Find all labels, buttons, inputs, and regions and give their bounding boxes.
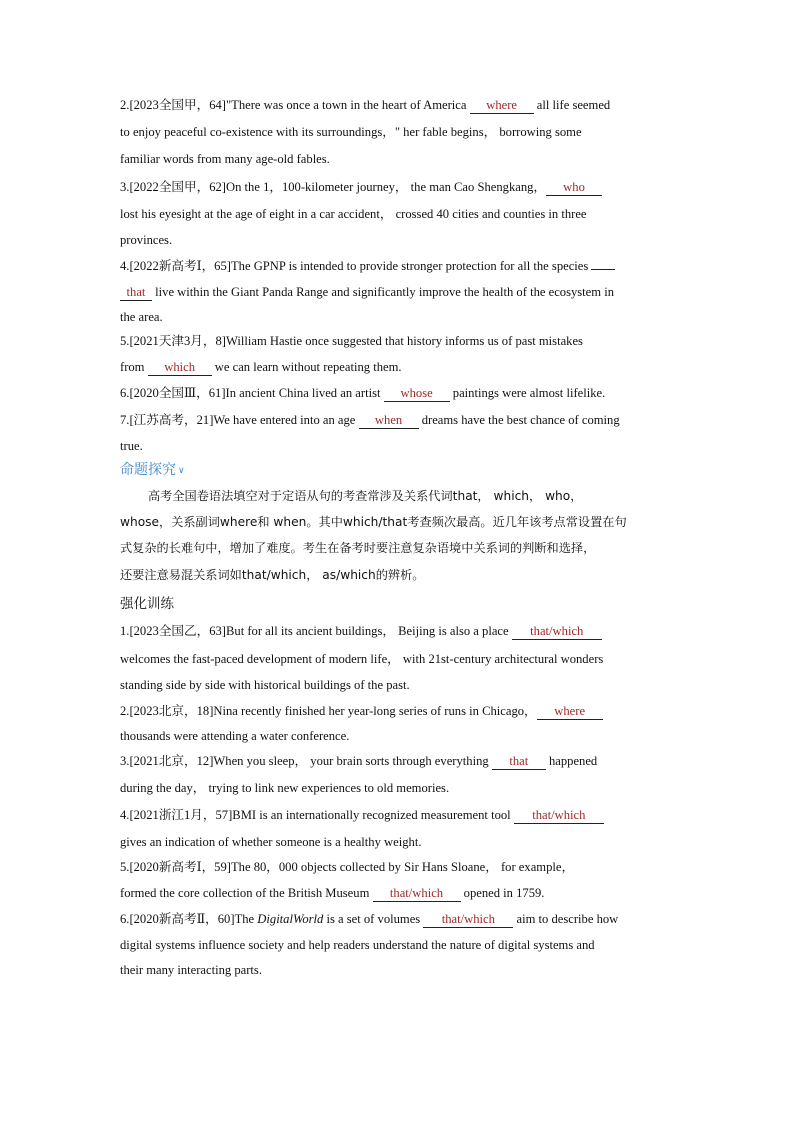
section-heading-practice: 强化训练 bbox=[120, 596, 174, 612]
chevron-down-icon: ∨ bbox=[178, 466, 185, 476]
question-source: 5.[2020新高考Ⅰ，59] bbox=[120, 860, 231, 874]
question-4-line-2: that live within the Giant Panda Range and significantly improve the health of the ecosystem in bbox=[120, 283, 614, 301]
practice-6-line-3: their many interacting parts. bbox=[120, 963, 262, 977]
question-source: 4.[2022新高考Ⅰ，65] bbox=[120, 259, 231, 273]
answer-blank: where bbox=[537, 704, 603, 720]
practice-1-line-1: 1.[2023全国乙，63]But for all its ancient buildings， Beijing is also a place that/which bbox=[120, 622, 602, 640]
question-2-line-3: familiar words from many age-old fables. bbox=[120, 152, 330, 166]
question-7-line-2: true. bbox=[120, 439, 143, 453]
practice-1-line-3: standing side by side with historical buildings of the past. bbox=[120, 678, 410, 692]
practice-5-line-1: 5.[2020新高考Ⅰ，59]The 80，000 objects collected by Sir Hans Sloane， for example， bbox=[120, 860, 575, 874]
question-3-line-2: lost his eyesight at the age of eight in a car accident， crossed 40 cities and counties in three bbox=[120, 207, 587, 221]
question-source: 5.[2021天津3月，8] bbox=[120, 334, 226, 348]
answer-blank: that/which bbox=[373, 886, 461, 902]
question-source: 3.[2022全国甲，62] bbox=[120, 180, 226, 194]
question-source: 6.[2020新高考Ⅱ，60] bbox=[120, 912, 235, 926]
question-source: 1.[2023全国乙，63] bbox=[120, 624, 226, 638]
question-4-line-3: the area. bbox=[120, 310, 163, 324]
question-4-line-1: 4.[2022新高考Ⅰ，65]The GPNP is intended to provide stronger protection for all the species bbox=[120, 257, 615, 275]
practice-6-line-2: digital systems influence society and help readers understand the nature of digital systems and bbox=[120, 938, 595, 952]
book-title: DigitalWorld bbox=[257, 912, 324, 926]
practice-4-line-1: 4.[2021浙江1月，57]BMI is an internationally recognized measurement tool that/which bbox=[120, 806, 604, 824]
section-heading-explore: 命题探究 ∨ bbox=[120, 462, 185, 478]
practice-3-line-1: 3.[2021北京，12]When you sleep， your brain sorts through everything that happened bbox=[120, 754, 598, 768]
answer-blank: when bbox=[359, 413, 419, 429]
answer-blank: where bbox=[470, 98, 534, 114]
answer-blank: that/which bbox=[423, 912, 513, 928]
practice-1-line-2: welcomes the fast-paced development of modern life， with 21st-century architectural wonders bbox=[120, 652, 604, 666]
question-source: 3.[2021北京，12] bbox=[120, 754, 214, 768]
explore-paragraph-line-3: 式复杂的长难句中，增加了难度。考生在备考时要注意复杂语境中关系词的判断和选择， bbox=[120, 541, 596, 555]
question-source: 2.[2023北京，18] bbox=[120, 704, 214, 718]
practice-5-line-2: formed the core collection of the British Museum that/which opened in 1759. bbox=[120, 886, 545, 900]
answer-blank: which bbox=[148, 360, 212, 376]
explore-paragraph-line-1: 高考全国卷语法填空对于定语从句的考查常涉及关系代词that， which， who， bbox=[148, 489, 583, 503]
answer-blank: that/which bbox=[512, 624, 602, 640]
practice-2-line-1: 2.[2023北京，18]Nina recently finished her year-long series of runs in Chicago， where bbox=[120, 702, 603, 720]
question-6-line-1: 6.[2020全国Ⅲ，61]In ancient China lived an artist whose paintings were almost lifelike. bbox=[120, 386, 606, 400]
explore-paragraph-line-4: 还要注意易混关系词如that/which， as/which的辨析。 bbox=[120, 568, 425, 582]
answer-blank: that bbox=[492, 754, 546, 770]
practice-3-line-2: during the day， trying to link new experiences to old memories. bbox=[120, 781, 450, 795]
question-5-line-2: from which we can learn without repeating them. bbox=[120, 360, 402, 374]
answer-blank: who bbox=[546, 180, 602, 196]
practice-4-line-2: gives an indication of whether someone is a healthy weight. bbox=[120, 835, 422, 849]
question-3-line-3: provinces. bbox=[120, 233, 173, 247]
question-2-line-1: 2.[2023全国甲，64]"There was once a town in the heart of America where all life seemed bbox=[120, 98, 611, 112]
question-source: 6.[2020全国Ⅲ，61] bbox=[120, 386, 226, 400]
question-3-line-1: 3.[2022全国甲，62]On the 1，100-kilometer journey， the man Cao Shengkang， who bbox=[120, 178, 602, 196]
explore-paragraph-line-2: whose，关系副词where和 when。其中which/that考查频次最高。近几年该考点常设置在句 bbox=[120, 515, 627, 529]
answer-blank: that bbox=[120, 285, 152, 301]
question-source: 4.[2021浙江1月，57] bbox=[120, 808, 233, 822]
answer-blank-lead bbox=[591, 269, 615, 270]
answer-blank: that/which bbox=[514, 808, 604, 824]
question-source: 7.[江苏高考，21] bbox=[120, 413, 214, 427]
question-2-line-2: to enjoy peaceful co-existence with its surroundings，" her fable begins， borrowing some bbox=[120, 125, 582, 139]
practice-2-line-2: thousands were attending a water conference. bbox=[120, 729, 350, 743]
question-5-line-1: 5.[2021天津3月，8]William Hastie once suggested that history informs us of past mistakes bbox=[120, 334, 583, 348]
practice-6-line-1: 6.[2020新高考Ⅱ，60]The DigitalWorld is a set of volumes that/which aim to describe how bbox=[120, 912, 619, 926]
question-7-line-1: 7.[江苏高考，21]We have entered into an age when dreams have the best chance of coming bbox=[120, 413, 620, 427]
question-source: 2.[2023全国甲，64] bbox=[120, 98, 226, 112]
answer-blank: whose bbox=[384, 386, 450, 402]
